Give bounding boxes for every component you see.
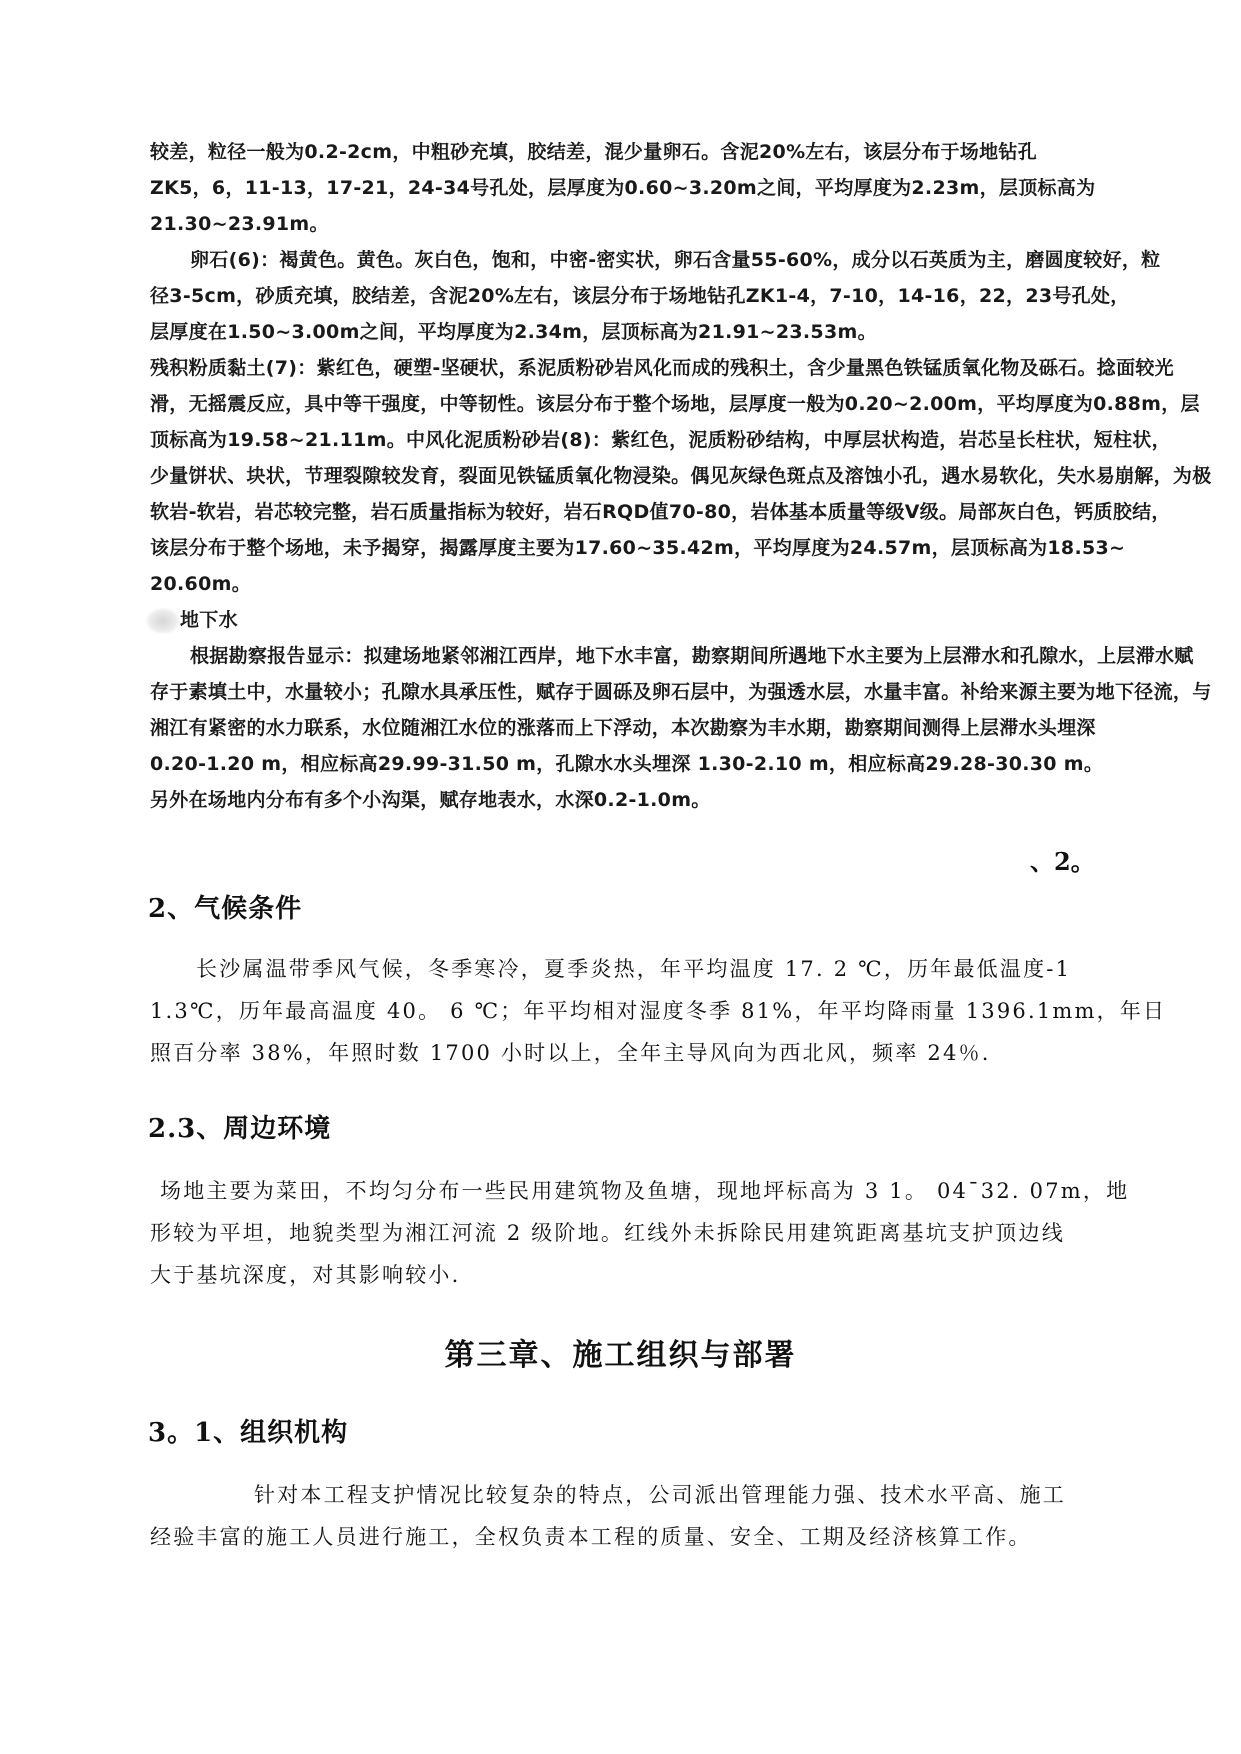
scan-line: 少量饼状、块状，节理裂隙较发育，裂面见铁锰质氧化物浸染。偶见灰绿色斑点及溶蚀小孔，遇水易软化，失水易崩解，为极 — [150, 465, 1212, 487]
scan-line: ZK5，6，11-13，17-21，24-34号孔处，层厚度为0.60~3.20m之间，平均厚度为2.23m，层顶标高为 — [150, 177, 1096, 199]
climate-paragraph — [150, 948, 1167, 1074]
section-heading-organization: 3。1、组织机构 — [148, 1418, 349, 1448]
paragraph-line: 针对本工程支护情况比较复杂的特点，公司派出管理能力强、技术水平高、施工 — [254, 1483, 1066, 1507]
scan-line: 卵石(6)：褐黄色。黄色。灰白色，饱和，中密-密实状，卵石含量55-60%，成分以石英质为主，磨圆度较好，粒 — [190, 249, 1161, 271]
scan-line: 20.60m。 — [150, 573, 251, 595]
paragraph-line: 1.3℃，历年最高温度 40。 6 ℃；年平均相对湿度冬季 81%，年平均降雨量 1396.1mm，年日 — [150, 999, 1167, 1023]
scan-subheading — [150, 602, 1080, 638]
section-heading-environment: 2.3、周边环境 — [148, 1114, 332, 1144]
scan-line: 层厚度在1.50~3.00m之间，平均厚度为2.34m，层顶标高为21.91~23.53m。 — [150, 321, 877, 343]
organization-paragraph — [150, 1474, 1110, 1558]
scan-line: 0.20-1.20 m，相应标高29.99-31.50 m，孔隙水水头埋深 1.30-2.10 m，相应标高29.28-30.30 m。 — [150, 753, 1104, 775]
scan-line: 顶标高为19.58~21.11m。中风化泥质粉砂岩(8)：紫红色，泥质粉砂结构，中厚层状构造，岩芯呈长柱状，短柱状， — [150, 429, 1171, 451]
groundwater-heading: 地下水 — [180, 609, 238, 631]
scan-line: 该层分布于整个场地，未予揭穿，揭露厚度主要为17.60~35.42m，平均厚度为24.57m，层顶标高为18.53~ — [150, 537, 1126, 559]
scan-line: 径3-5cm，砂质充填，胶结差，含泥20%左右，该层分布于场地钻孔ZK1-4，7-10，14-16，22，23号孔处， — [150, 285, 1130, 307]
section-heading-climate: 2、气候条件 — [148, 894, 303, 924]
paragraph-line: 长沙属温带季风气候，冬季寒冷，夏季炎热，年平均温度 17. 2 ℃，历年最低温度-1 — [196, 957, 1072, 981]
scan-line: 湘江有紧密的水力联系，水位随湘江水位的涨落而上下浮动，本次勘察为丰水期，勘察期间测得上层滞水头埋深 — [150, 717, 1096, 739]
paragraph-line: 照百分率 38%，年照时数 1700 小时以上，全年主导风向为西北风，频率 24％. — [150, 1041, 991, 1065]
scan-line: 滑，无摇震反应，具中等干强度，中等韧性。该层分布于整个场地，层厚度一般为0.20~2.00m，平均厚度为0.88m，层 — [150, 393, 1200, 415]
scan-line: 另外在场地内分布有多个小沟渠，赋存地表水，水深0.2-1.0m。 — [150, 789, 711, 811]
paragraph-line: 形较为平坦，地貌类型为湘江河流 2 级阶地。红线外未拆除民用建筑距离基坑支护顶边线 — [150, 1221, 1065, 1245]
scan-smudge — [146, 608, 180, 634]
scan-line: 软岩-软岩，岩芯较完整，岩石质量指标为较好，岩石RQD值70-80，岩体基本质量等级V级。局部灰白色，钙质胶结， — [150, 501, 1171, 523]
scan-line: 21.30~23.91m。 — [150, 213, 329, 235]
scan-line: 较差，粒径一般为0.2-2cm，中粗砂充填，胶结差，混少量卵石。含泥20%左右，该层分布于场地钻孔 — [150, 141, 1038, 163]
environment-paragraph — [150, 1170, 1130, 1296]
paragraph-line: 场地主要为菜田，不均匀分布一些民用建筑物及鱼塘，现地坪标高为 3 1。 04¯32. 07m，地 — [160, 1179, 1130, 1203]
paragraph-line: 经验丰富的施工人员进行施工，全权负责本工程的质量、安全、工期及经济核算工作。 — [150, 1525, 1032, 1549]
paragraph-line: 大于基坑深度，对其影响较小. — [150, 1263, 461, 1287]
chapter-title: 第三章、施工组织与部署 — [444, 1338, 797, 1373]
scan-line: 根据勘察报告显示：拟建场地紧邻湘江西岸，地下水丰富，勘察期间所遇地下水主要为上层滞水和孔隙水，上层滞水赋 — [190, 645, 1194, 667]
scanned-geology-block — [150, 134, 1212, 818]
page-mark: 、2。 — [1030, 847, 1095, 876]
scan-line: 存于素填土中，水量较小；孔隙水具承压性，赋存于圆砾及卵石层中，为强透水层，水量丰富。补给来源主要为地下径流，与 — [150, 681, 1212, 703]
scan-line: 残积粉质黏土(7)：紫红色，硬塑-坚硬状，系泥质粉砂岩风化而成的残积土，含少量黑色铁锰质氧化物及砾石。捻面较光 — [150, 357, 1174, 379]
